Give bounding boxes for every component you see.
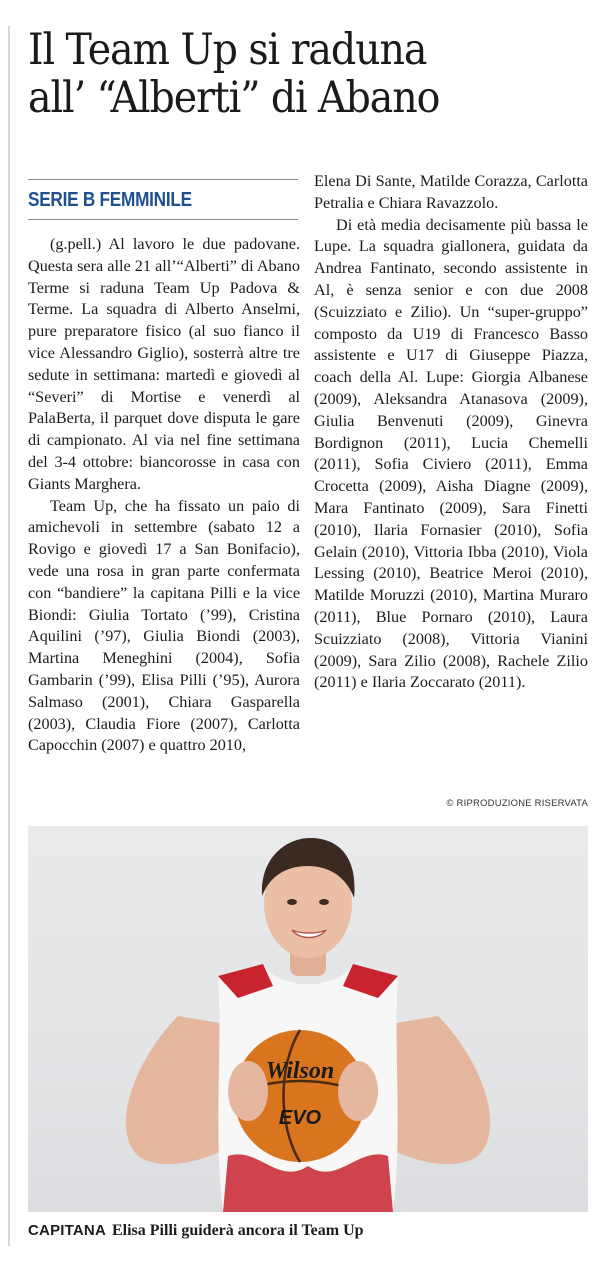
paragraph-3: Di età media decisamente più bassa le Lupe. La squadra giallonera, guidata da Andrea Fantinato, secondo assistente in Al, è senza senior e con due 2008 (Scuizziato e Zilio). Un “super-gruppo” composto da U19 di Francesco Basso assistente e U17 di Giuseppe Piazza, coach della Al. Lupe: Giorgia Albanese (2009), Aleksandra Atanasova (2009), Giulia Benvenuti (2009), Ginevra Bordignon (2011), Lucia Chemelli (2011), Sofia Civiero (2011), Emma Crocetta (2009), Aisha Diagne (2009), Mara Fantinato (2009), Sara Finetti (2010), Ilaria Fornasier (2010), Sofia Gelain (2010), Vittoria Ibba (2010), Viola Lessing (2010), Beatrice Meroi (2010), Matilde Moruzzi (2010), Martina Muraro (2011), Blue Pornaro (2010), Laura Scuizziato (2008), Vittoria Vianini (2009), Sara Zilio (2008), Rachele Zilio (2011) e Ilaria Zoccarato (2011). [314,215,588,692]
copyright-notice: © RIPRODUZIONE RISERVATA [446,798,588,809]
headline-line-2: all’ “Alberti” di Abano [28,73,440,123]
photo-caption [28,1222,364,1240]
right-hand [338,1061,378,1121]
paragraph-2: Team Up, che ha fissato un paio di amichevoli in settembre (sabato 12 a Rovigo e giovedì 17 a San Bonifacio), vede una rosa in gran parte confermata con “bandiere” la capitana Pilli e la vice Biondi: Giulia Tortato (’99), Cristina Aquilini (’97), Giulia Biondi (2003), Martina Meneghini (2004), Sofia Gambarin (’99), Elisa Pilli (’95), Aurora Salmaso (2001), Chiara Gasparella (2003), Claudia Fiore (2007), Carlotta Capocchin (2007) e quattro 2010, [28,496,300,755]
left-eye [287,899,297,905]
ball-model: EVO [278,1107,322,1129]
right-eye [319,899,329,905]
ball-brand: Wilson [265,1058,335,1084]
article-column-right [314,171,588,694]
article-column-left [28,234,300,757]
column-rule [8,26,10,1246]
section-label: SERIE B FEMMINILE [28,189,192,211]
paragraph-continuation: Elena Di Sante, Matilde Corazza, Carlotta Petralia e Chiara Ravazzolo. [314,172,588,212]
section-header [28,179,298,220]
article-headline [28,26,552,122]
left-hand [228,1061,268,1121]
player-photo-illustration [28,826,588,1212]
article-photo [28,826,588,1212]
headline-line-1: Il Team Up si raduna [28,25,427,75]
paragraph-1: (g.pell.) Al lavoro le due padovane. Questa sera alle 21 all’“Alberti” di Abano Terme si raduna Team Up Padova & Terme. La squadra di Alberto Anselmi, pure preparatore fisico (al suo fianco il vice Alessandro Giglio), sosterrà altre tre sedute in settimana: martedì e giovedì al “Severi” di Mortise e venerdì al PalaBerta, il parquet dove disputa le gare di campionato. Al via nel fine settimana del 3-4 ottobre: biancorosse in casa con Giants Marghera. [28,235,300,493]
caption-label: CAPITANA [28,1222,106,1239]
caption-text: Elisa Pilli guiderà ancora il Team Up [111,1222,364,1239]
